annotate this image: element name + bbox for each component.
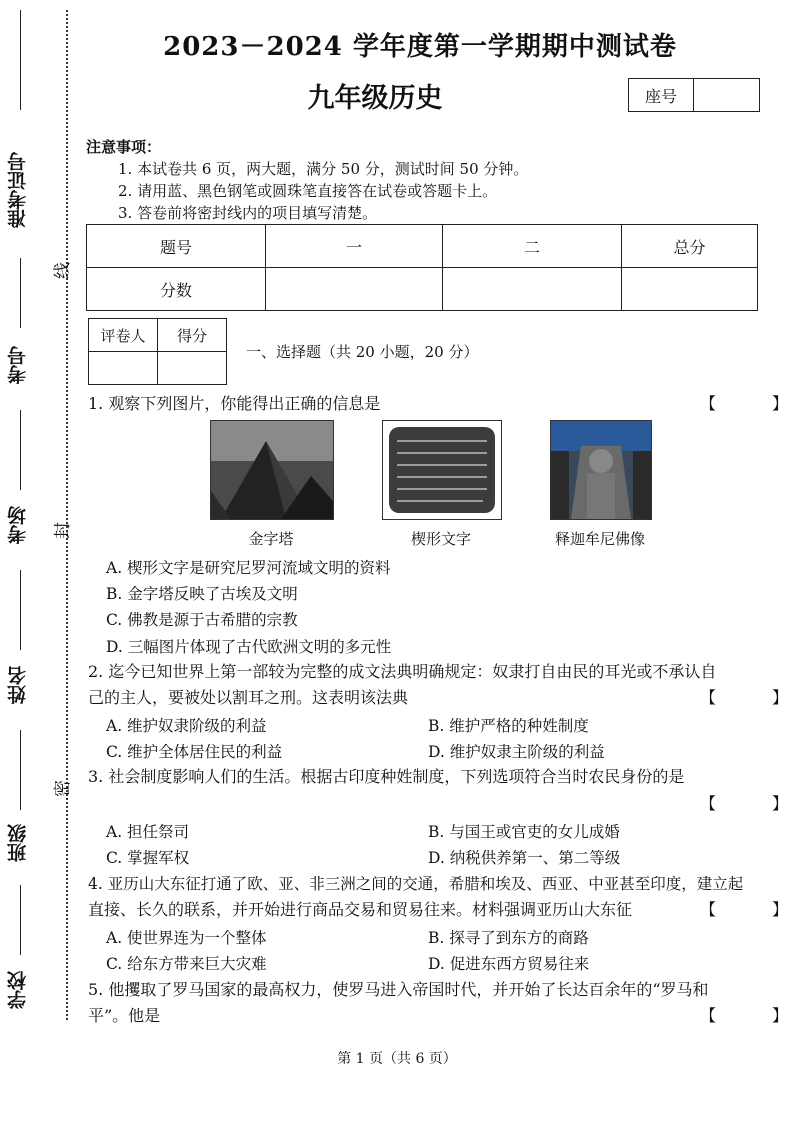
score-table-row [87, 268, 758, 311]
cuneiform-tablet-image [382, 420, 502, 520]
score-cell[interactable] [266, 268, 443, 311]
score-header-cell: 二 [443, 225, 622, 268]
option-b[interactable]: B. 金字塔反映了古埃及文明 [106, 585, 298, 603]
buddha-statue-image [550, 420, 652, 520]
option-d[interactable]: D. 纳税供养第一、第二等级 [428, 849, 621, 867]
question-stem: 2. 迄今已知世界上第一部较为完整的成文法典明确规定：奴隶打自由民的耳光或不承认自 [88, 662, 717, 681]
image-caption: 楔形文字 [410, 530, 471, 548]
question-stem: 己的主人，要被处以割耳之刑。这表明该法典 [88, 688, 409, 707]
score-label: 得分 [158, 319, 227, 352]
seat-number-field[interactable] [694, 79, 759, 111]
pyramid-image [210, 420, 334, 520]
margin-fill-line [20, 570, 21, 650]
note-item: 1. 本试卷共 6 页，两大题，满分 50 分，测试时间 50 分钟。 [118, 160, 529, 178]
margin-fill-line [20, 10, 21, 110]
margin-label-school: 学校 [7, 971, 29, 1009]
exam-title: 2023－2024 学年度第一学期期中测试卷 [163, 32, 677, 62]
score-row-label: 分数 [87, 268, 266, 311]
seal-char-feng: 封 [53, 522, 73, 539]
answer-bracket[interactable]: 【 】 [700, 394, 808, 413]
option-d[interactable]: D. 维护奴隶主阶级的利益 [428, 743, 605, 761]
score-header-cell: 一 [266, 225, 443, 268]
score-cell[interactable] [443, 268, 622, 311]
note-item: 3. 答卷前将密封线内的项目填写清楚。 [118, 204, 378, 222]
score-field[interactable] [158, 352, 227, 385]
section-heading: 一、选择题（共 20 小题，20 分） [246, 343, 479, 361]
option-b[interactable]: B. 维护严格的种姓制度 [428, 717, 589, 735]
score-table [86, 224, 758, 311]
margin-label-exam-id: 准考证号 [7, 152, 29, 228]
option-c[interactable]: C. 维护全体居住民的利益 [106, 743, 283, 761]
answer-bracket[interactable]: 【 】 [700, 1006, 808, 1025]
grader-label: 评卷人 [89, 319, 158, 352]
seal-dotted-line [66, 10, 68, 1020]
question-stem: 平”。他是 [88, 1006, 161, 1025]
question-stem: 直接、长久的联系，并开始进行商品交易和贸易往来。材料强调亚历山大东征 [88, 900, 633, 919]
option-a[interactable]: A. 维护奴隶阶级的利益 [106, 717, 267, 735]
question-stem: 5. 他攫取了罗马国家的最高权力，使罗马进入帝国时代，并开始了长达百余年的“罗马和 [88, 980, 709, 999]
option-d[interactable]: D. 三幅图片体现了古代欧洲文明的多元性 [106, 638, 392, 656]
margin-fill-line [20, 410, 21, 490]
answer-bracket[interactable]: 【 】 [700, 688, 808, 707]
seat-label: 座号 [629, 79, 694, 111]
note-item: 2. 请用蓝、黑色钢笔或圆珠笔直接答在试卷或答题卡上。 [118, 182, 498, 200]
question-stem: 4. 亚历山大东征打通了欧、亚、非三洲之间的交通，希腊和埃及、西亚、中亚甚至印度，建立起 [88, 875, 744, 893]
score-header-cell: 总分 [622, 225, 758, 268]
grader-field[interactable] [89, 352, 158, 385]
option-d[interactable]: D. 促进东西方贸易往来 [428, 955, 590, 973]
option-c[interactable]: C. 掌握军权 [106, 849, 190, 867]
margin-label-exam-room: 考场 [7, 506, 29, 544]
question-stem: 1. 观察下列图片，你能得出正确的信息是 [88, 394, 381, 413]
exam-subject: 九年级历史 [307, 83, 443, 114]
margin-fill-line [20, 258, 21, 328]
answer-bracket[interactable]: 【 】 [700, 900, 808, 919]
option-b[interactable]: B. 探寻了到东方的商路 [428, 929, 589, 947]
score-cell[interactable] [622, 268, 758, 311]
margin-label-exam-no: 考号 [7, 346, 29, 384]
margin-fill-line [20, 730, 21, 810]
image-caption: 金字塔 [248, 530, 294, 548]
margin-fill-line [20, 885, 21, 955]
margin-label-name: 姓名 [7, 666, 29, 704]
seal-char-xian: 线 [53, 262, 73, 279]
option-b[interactable]: B. 与国王或官吏的女儿成婚 [428, 823, 620, 841]
answer-bracket[interactable]: 【 】 [700, 794, 808, 813]
option-a[interactable]: A. 使世界连为一个整体 [106, 929, 267, 947]
option-a[interactable]: A. 楔形文字是研究尼罗河流域文明的资料 [106, 559, 391, 577]
margin-label-class: 班级 [7, 824, 29, 862]
option-c[interactable]: C. 佛教是源于古希腊的宗教 [106, 611, 298, 629]
page-footer: 第 1 页（共 6 页） [337, 1051, 457, 1067]
score-table-header-row [87, 225, 758, 268]
option-c[interactable]: C. 给东方带来巨大灾难 [106, 955, 267, 973]
notes-heading: 注意事项： [86, 138, 162, 156]
seat-number-box [628, 78, 760, 112]
score-header-cell: 题号 [87, 225, 266, 268]
grader-box [88, 318, 227, 385]
option-a[interactable]: A. 担任祭司 [106, 823, 190, 841]
seal-char-mi: 密 [53, 780, 73, 797]
question-stem: 3. 社会制度影响人们的生活。根据古印度种姓制度，下列选项符合当时农民身份的是 [88, 767, 685, 786]
image-caption: 释迦牟尼佛像 [554, 530, 645, 548]
